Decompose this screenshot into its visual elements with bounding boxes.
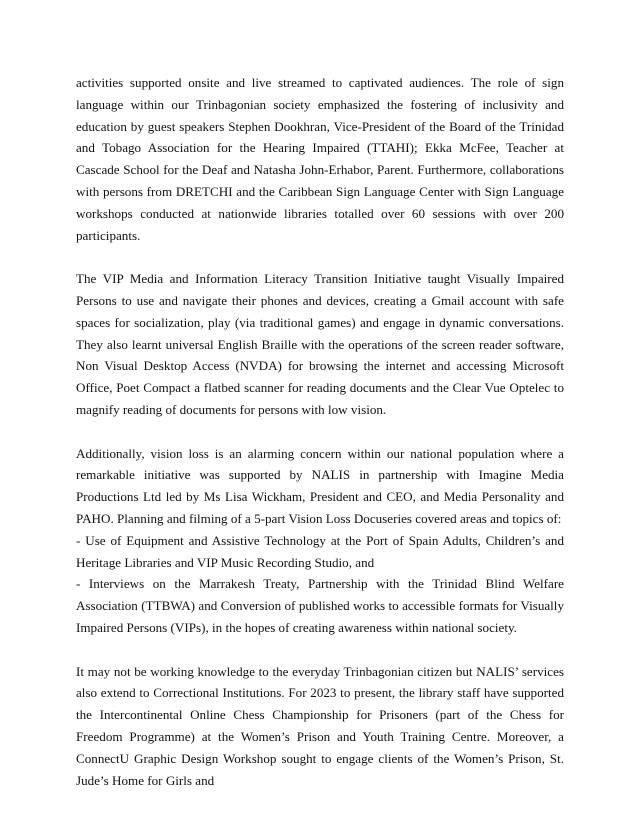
- paragraph-correctional: It may not be working knowledge to the everyday Trinbagonian citizen but NALIS’ services also extend to Correctional Institutions. For 2023 to present, the library staff have supported the Intercontinental Online Chess Championship for Prisoners (part of the Chess for Freedom Programme) at the Women’s Prison and Youth Training Centre. Moreover, a ConnectU Graphic Design Workshop sought to engage clients of the Women’s Prison, St. Jude’s Home for Girls and: [76, 663, 564, 788]
- paragraph-gap: [76, 639, 564, 661]
- paragraph-vision-loss: [76, 443, 564, 639]
- vision-loss-intro: Additionally, vision loss is an alarming concern within our national population where a remarkable initiative was supported by NALIS in partnership with Imagine Media Productions Ltd led by Ms Lisa Wickham, President and CEO, and Media Personality and PAHO. Planning and filming of a 5-part Vision Loss Docuseries covered areas and topics of:: [76, 445, 564, 526]
- vision-loss-topic-2: - Interviews on the Marrakesh Treaty, Partnership with the Trinidad Blind Welfare Association (TTBWA) and Conversion of published works to accessible formats for Visually Impaired Persons (VIPs), in the hopes of creating awareness within national society.: [76, 576, 564, 635]
- paragraph-sign-language: activities supported onsite and live streamed to captivated audiences. The role of sign language within our Trinbagonian society emphasized the fostering of inclusivity and education by guest speakers Stephen Dookhran, Vice-President of the Board of the Trinidad and Tobago Association for the Hearing Impaired (TTAHI); Ekka McFee, Teacher at Cascade School for the Deaf and Natasha John-Erhabor, Parent. Furthermore, collaborations with persons from DRETCHI and the Caribbean Sign Language Center with Sign Language workshops conducted at nationwide libraries totalled over 60 sessions with over 200 participants.: [76, 75, 564, 243]
- paragraph-gap: [76, 246, 564, 268]
- vision-loss-topic-1: - Use of Equipment and Assistive Technology at the Port of Spain Adults, Children’s and Heritage Libraries and VIP Music Recording Studio, and: [76, 532, 564, 570]
- paragraph-vip-initiative: The VIP Media and Information Literacy Transition Initiative taught Visually Impaired Persons to use and navigate their phones and devices, creating a Gmail account with safe spaces for socialization, play (via traditional games) and engage in dynamic conversations. They also learnt universal English Braille with the operations of the screen reader software, Non Visual Desktop Access (NVDA) for browsing the internet and accessing Microsoft Office, Poet Compact a flatbed scanner for reading documents and the Clear Vue Optelec to magnify reading of documents for persons with low vision.: [76, 271, 564, 417]
- paragraph-gap: [76, 421, 564, 443]
